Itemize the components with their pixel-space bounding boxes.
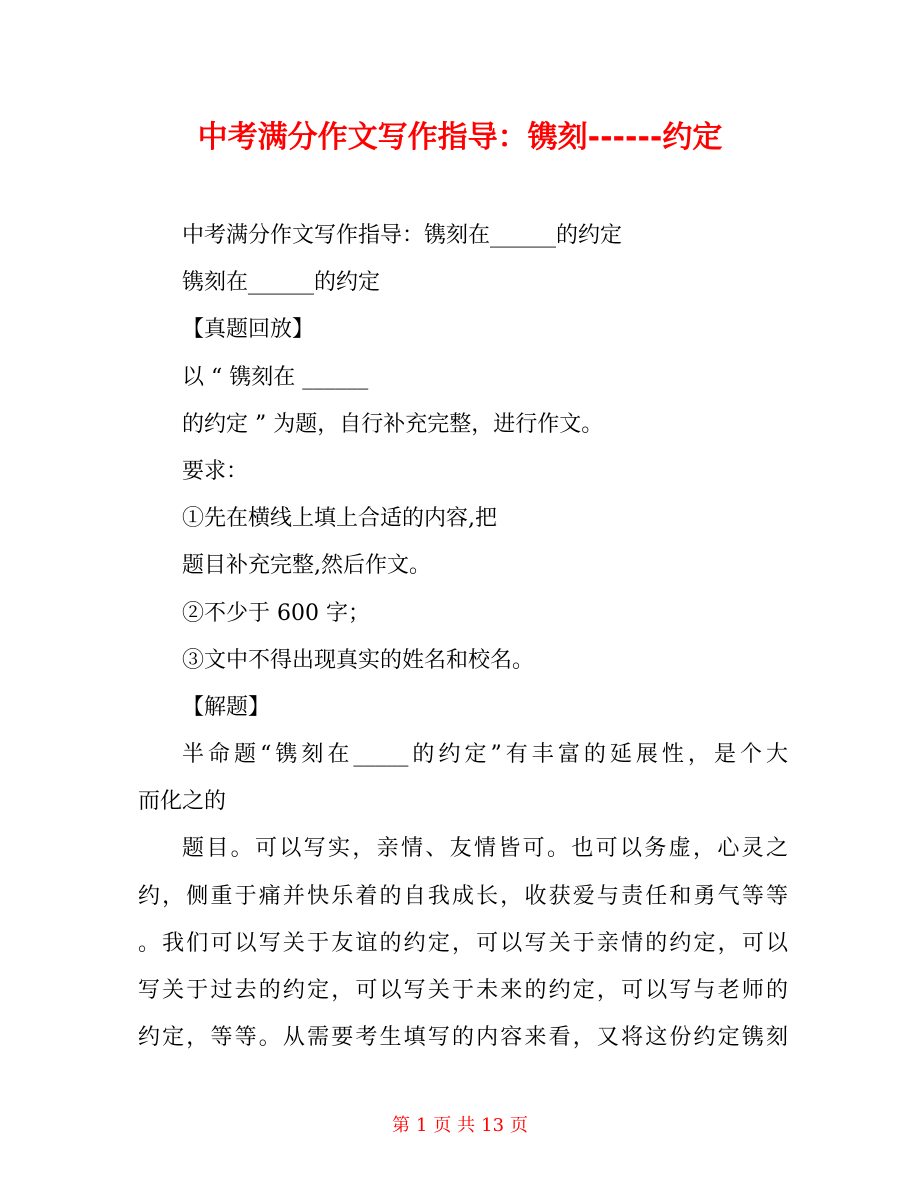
analysis-line-1: 半命题“镌刻在_____的约定”有丰富的延展性，是个大 bbox=[182, 742, 788, 768]
body-line-1: 中考满分作文写作指导：镌刻在______的约定 bbox=[182, 223, 623, 248]
document-body bbox=[138, 212, 788, 1061]
requirement-1: ①先在横线上填上合适的内容,把 bbox=[182, 506, 497, 532]
footer-mid: 页 共 bbox=[433, 1115, 476, 1136]
footer-total-pages: 13 bbox=[481, 1115, 505, 1136]
body-line-4: 以 “ 镌刻在 ______ bbox=[182, 364, 369, 390]
requirement-3: ③文中不得出现真实的姓名和校名。 bbox=[182, 647, 535, 673]
analysis-line-2: 而化之的 bbox=[138, 789, 227, 815]
analysis-line-6: 写关于过去的约定，可以写关于未来的约定，可以写与老师的 bbox=[138, 978, 788, 1003]
footer-suffix: 页 bbox=[510, 1115, 529, 1136]
body-line-5: 的约定 ” 为题，自行补充完整，进行作文。 bbox=[182, 411, 604, 437]
analysis-line-5: 。我们可以写关于友谊的约定，可以写关于亲情的约定，可以 bbox=[138, 930, 788, 956]
document-title: 中考满分作文写作指导：镌刻------约定 bbox=[197, 120, 723, 155]
analysis-line-4: 约，侧重于痛并快乐着的自我成长，收获爱与责任和勇气等等 bbox=[138, 883, 788, 909]
requirement-2: ②不少于 600 字； bbox=[182, 600, 370, 626]
analysis-line-7: 约定，等等。从需要考生填写的内容来看，又将这份约定镌刻 bbox=[138, 1025, 788, 1051]
footer-prefix: 第 bbox=[391, 1115, 410, 1136]
requirement-1-cont: 题目补充完整,然后作文。 bbox=[182, 553, 431, 579]
analysis-line-3: 题目。可以写实，亲情、友情皆可。也可以务虚，心灵之 bbox=[182, 836, 788, 862]
section-heading-question: 【真题回放】 bbox=[182, 317, 315, 343]
body-line-2: 镌刻在______的约定 bbox=[182, 270, 381, 296]
requirements-label: 要求： bbox=[182, 458, 249, 484]
section-heading-analysis: 【解题】 bbox=[182, 694, 271, 720]
footer-current-page: 1 bbox=[415, 1115, 428, 1136]
page-footer bbox=[0, 1112, 920, 1140]
